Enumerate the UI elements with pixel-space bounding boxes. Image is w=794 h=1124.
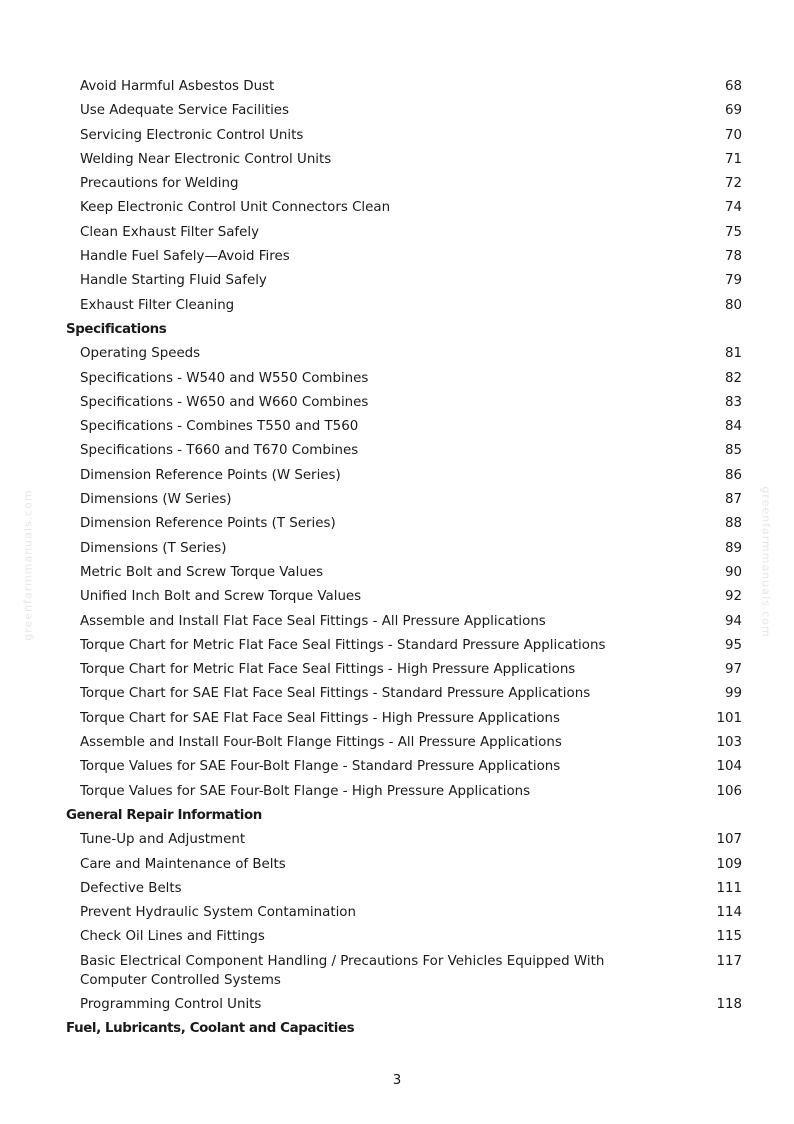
- toc-entry-page-number: 83: [724, 394, 742, 410]
- toc-entry-page-number: 74: [724, 200, 742, 216]
- toc-entry[interactable]: [0, 294, 794, 318]
- toc-entry[interactable]: [0, 925, 794, 949]
- toc-entry[interactable]: [0, 464, 794, 488]
- toc-entry-page-number: 70: [724, 127, 742, 143]
- toc-entry[interactable]: [0, 780, 794, 804]
- toc-entry[interactable]: [0, 99, 794, 123]
- watermark-left: greenfarmmanuals.com: [21, 489, 35, 641]
- toc-entry[interactable]: [0, 950, 794, 993]
- toc-entry-page-number: 107: [716, 832, 742, 848]
- toc-entry-title[interactable]: Basic Electrical Component Handling / Precautions For Vehicles Equipped With Computer Controlled Systems: [80, 953, 605, 989]
- toc-entry-title[interactable]: Unified Inch Bolt and Screw Torque Values: [80, 589, 362, 605]
- toc-entry[interactable]: [0, 221, 794, 245]
- toc-entry[interactable]: [0, 537, 794, 561]
- toc-entry-page-number: 78: [724, 249, 742, 265]
- toc-section-heading: [0, 1017, 794, 1041]
- toc-entry-title[interactable]: Specifications - W650 and W660 Combines: [80, 394, 369, 410]
- toc-entry[interactable]: [0, 853, 794, 877]
- toc-entry-title[interactable]: Torque Values for SAE Four-Bolt Flange - High Pressure Applications: [80, 783, 531, 799]
- toc-entry[interactable]: [0, 269, 794, 293]
- toc-entry-title[interactable]: Programming Control Units: [80, 996, 262, 1012]
- toc-entry[interactable]: [0, 707, 794, 731]
- toc-entry-title[interactable]: Assemble and Install Four-Bolt Flange Fittings - All Pressure Applications: [80, 735, 562, 751]
- toc-entry-title[interactable]: Use Adequate Service Facilities: [80, 103, 290, 119]
- toc-entry[interactable]: [0, 75, 794, 99]
- toc-entry[interactable]: [0, 391, 794, 415]
- toc-entry-title[interactable]: Metric Bolt and Screw Torque Values: [80, 564, 324, 580]
- toc-entry[interactable]: [0, 512, 794, 536]
- toc-entry-page-number: 86: [724, 467, 742, 483]
- toc-entry-title[interactable]: Avoid Harmful Asbestos Dust: [80, 79, 275, 94]
- toc-entry[interactable]: [0, 755, 794, 779]
- toc-entry-title[interactable]: Keep Electronic Control Unit Connectors Clean: [80, 200, 391, 216]
- toc-entry[interactable]: [0, 993, 794, 1017]
- toc-entry-title[interactable]: Precautions for Welding: [80, 176, 239, 192]
- toc-entry-page-number: 117: [716, 953, 742, 969]
- toc-entry-title[interactable]: Torque Chart for Metric Flat Face Seal Fittings - Standard Pressure Applications: [80, 637, 606, 653]
- toc-entry-page-number: 106: [716, 783, 742, 799]
- toc-entry[interactable]: [0, 488, 794, 512]
- toc-entry-title[interactable]: Clean Exhaust Filter Safely: [80, 224, 260, 240]
- toc-entry-title[interactable]: Dimensions (W Series): [80, 492, 232, 508]
- toc-entry[interactable]: [0, 415, 794, 439]
- toc-entry-page-number: 101: [716, 710, 742, 726]
- toc-entry-page-number: 104: [716, 759, 742, 775]
- table-of-contents: [0, 75, 794, 1041]
- toc-entry-title[interactable]: Exhaust Filter Cleaning: [80, 297, 235, 313]
- toc-entry-title[interactable]: Handle Fuel Safely—Avoid Fires: [80, 249, 290, 265]
- toc-entry-title[interactable]: Operating Speeds: [80, 346, 201, 362]
- toc-entry-title[interactable]: Specifications - W540 and W550 Combines: [80, 370, 369, 386]
- toc-entry-page-number: 94: [724, 613, 742, 629]
- toc-entry-page-number: 80: [724, 297, 742, 313]
- toc-entry-page-number: 75: [724, 224, 742, 240]
- toc-section-title: Specifications: [66, 321, 167, 337]
- toc-entry-title[interactable]: Torque Values for SAE Four-Bolt Flange - Standard Pressure Applications: [80, 759, 561, 775]
- toc-entry[interactable]: [0, 682, 794, 706]
- toc-entry-title[interactable]: Dimension Reference Points (W Series): [80, 467, 341, 483]
- toc-entry-title[interactable]: Servicing Electronic Control Units: [80, 127, 304, 143]
- toc-entry[interactable]: [0, 124, 794, 148]
- toc-entry-page-number: 115: [716, 929, 742, 945]
- toc-entry-title[interactable]: Handle Starting Fluid Safely: [80, 273, 267, 289]
- toc-entry-title[interactable]: Tune-Up and Adjustment: [80, 832, 246, 848]
- toc-entry-page-number: 84: [724, 419, 742, 435]
- toc-entry[interactable]: [0, 172, 794, 196]
- toc-entry-page-number: 92: [724, 589, 742, 605]
- toc-entry-page-number: 87: [724, 492, 742, 508]
- toc-entry[interactable]: [0, 658, 794, 682]
- toc-entry[interactable]: [0, 828, 794, 852]
- toc-entry-page-number: 79: [724, 273, 742, 289]
- toc-entry-title[interactable]: Specifications - T660 and T670 Combines: [80, 443, 359, 459]
- toc-section-title: Fuel, Lubricants, Coolant and Capacities: [66, 1020, 355, 1036]
- toc-entry-title[interactable]: Torque Chart for Metric Flat Face Seal Fittings - High Pressure Applications: [80, 662, 576, 678]
- toc-entry-title[interactable]: Specifications - Combines T550 and T560: [80, 419, 359, 435]
- toc-entry-page-number: 69: [724, 103, 742, 119]
- toc-entry[interactable]: [0, 196, 794, 220]
- toc-entry-page-number: 85: [724, 443, 742, 459]
- toc-entry[interactable]: [0, 148, 794, 172]
- toc-entry-page-number: 109: [716, 856, 742, 872]
- toc-entry-page-number: 72: [724, 176, 742, 192]
- toc-entry[interactable]: [0, 245, 794, 269]
- toc-entry-title[interactable]: Welding Near Electronic Control Units: [80, 151, 332, 167]
- toc-entry-page-number: 82: [724, 370, 742, 386]
- toc-entry-page-number: 114: [716, 905, 742, 921]
- toc-entry[interactable]: [0, 342, 794, 366]
- toc-entry-title[interactable]: Check Oil Lines and Fittings: [80, 929, 265, 945]
- toc-entry[interactable]: [0, 561, 794, 585]
- toc-entry[interactable]: [0, 901, 794, 925]
- toc-entry-title[interactable]: Assemble and Install Flat Face Seal Fittings - All Pressure Applications: [80, 613, 546, 629]
- page-number: 3: [392, 1073, 402, 1088]
- toc-section-heading: [0, 804, 794, 828]
- toc-entry-page-number: 90: [724, 564, 742, 580]
- toc-entry[interactable]: [0, 731, 794, 755]
- toc-entry[interactable]: [0, 634, 794, 658]
- toc-entry-title[interactable]: Dimension Reference Points (T Series): [80, 516, 336, 532]
- toc-entry[interactable]: [0, 585, 794, 609]
- toc-entry[interactable]: [0, 877, 794, 901]
- toc-entry-title[interactable]: Prevent Hydraulic System Contamination: [80, 905, 356, 921]
- toc-entry-title[interactable]: Torque Chart for SAE Flat Face Seal Fittings - Standard Pressure Applications: [80, 686, 591, 702]
- toc-entry-page-number: 97: [724, 662, 742, 678]
- toc-section-title: General Repair Information: [66, 807, 262, 823]
- toc-entry-page-number: 111: [716, 880, 742, 896]
- toc-entry-page-number: 99: [724, 686, 742, 702]
- toc-entry-page-number: 71: [724, 151, 742, 167]
- toc-entry-page-number: 89: [724, 540, 742, 556]
- toc-entry-title[interactable]: Torque Chart for SAE Flat Face Seal Fittings - High Pressure Applications: [80, 710, 561, 726]
- toc-entry-page-number: 95: [724, 637, 742, 653]
- toc-entry[interactable]: [0, 439, 794, 463]
- toc-entry-title[interactable]: Dimensions (T Series): [80, 540, 227, 556]
- toc-entry-page-number: 103: [716, 735, 742, 751]
- watermark-right: greenfarmmanuals.com: [759, 486, 773, 638]
- toc-entry[interactable]: [0, 367, 794, 391]
- toc-entry-page-number: 118: [716, 996, 742, 1012]
- toc-section-heading: [0, 318, 794, 342]
- toc-entry-page-number: 68: [724, 79, 742, 94]
- toc-entry-page-number: 88: [724, 516, 742, 532]
- toc-entry-page-number: 81: [724, 346, 742, 362]
- toc-entry[interactable]: [0, 610, 794, 634]
- toc-entry-title[interactable]: Care and Maintenance of Belts: [80, 856, 286, 872]
- toc-entry-title[interactable]: Defective Belts: [80, 880, 182, 896]
